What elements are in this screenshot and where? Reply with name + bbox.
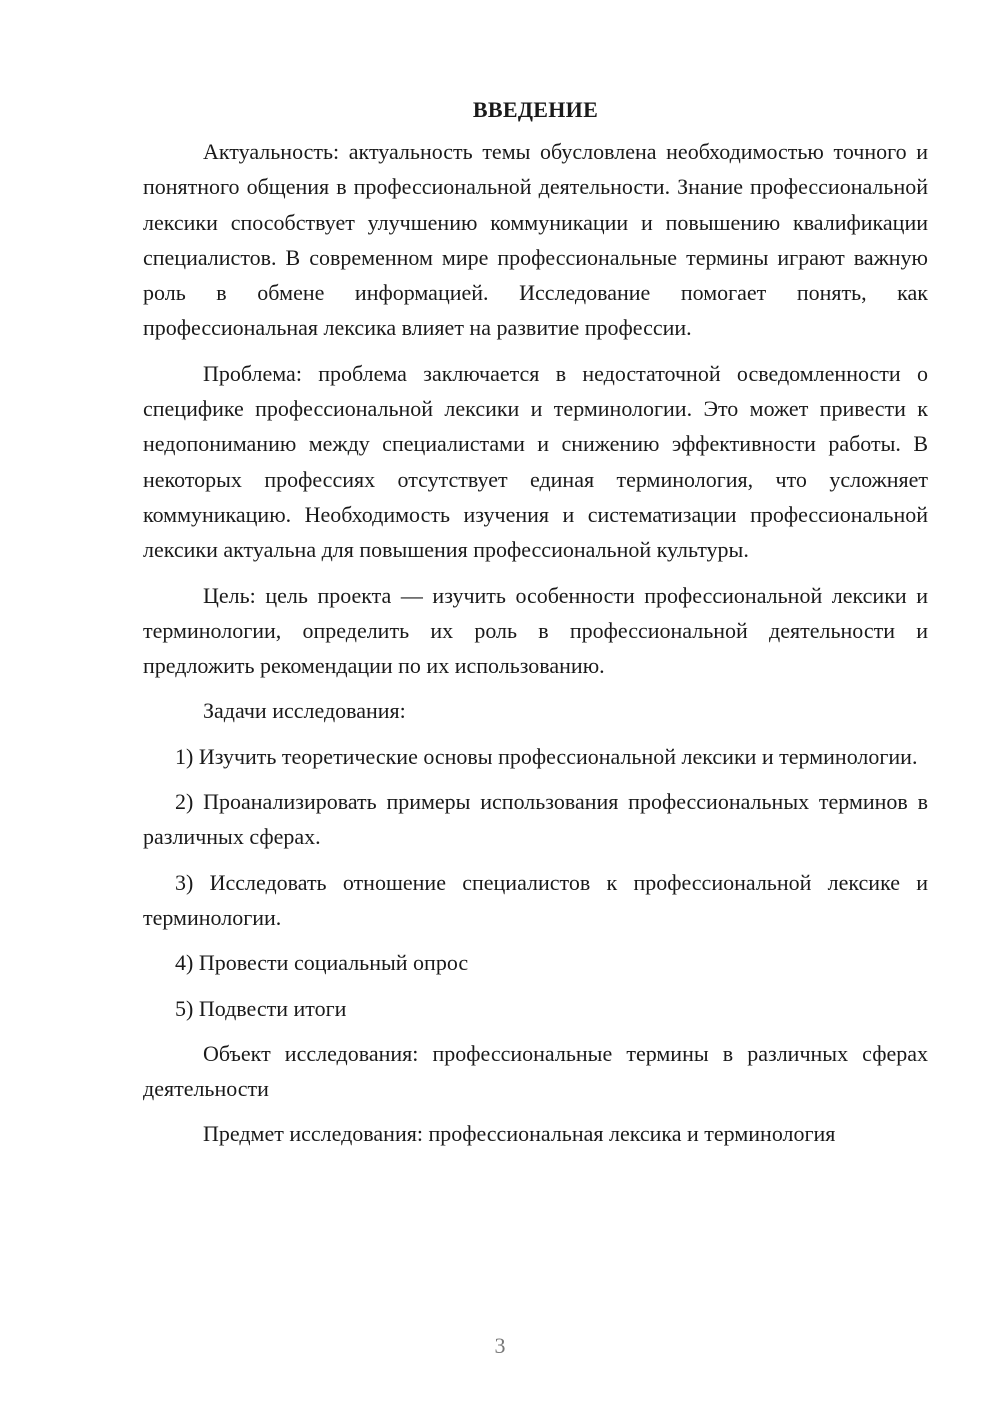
page-number: 3	[494, 1333, 506, 1358]
task-item-4: 4) Провести социальный опрос	[175, 950, 469, 976]
goal-paragraph: Цель: цель проекта — изучить особенности профессиональной лексики и терминологии, определить их роль в профессиональной деятельности и предложить рекомендации по их использованию.	[143, 582, 928, 679]
object-paragraph: Объект исследования: профессиональные термины в различных сферах деятельности	[143, 1040, 928, 1102]
problem-paragraph: Проблема: проблема заключается в недостаточной осведомленности о специфике профессиональной лексики и терминологии. Это может привести к недопониманию между специалистами и снижению эффективности работы. В некоторых профессиях отсутствует единая терминология, что усложняет коммуникацию. Необходимость изучения и систематизации профессиональной лексики актуальна для повышения профессиональной культуры.	[143, 360, 928, 563]
task-item-2: 2) Проанализировать примеры использования профессиональных терминов в различных сферах.	[143, 789, 928, 850]
section-heading: ВВЕДЕНИЕ	[472, 97, 599, 122]
task-item-1: 1) Изучить теоретические основы профессиональной лексики и терминологии.	[175, 743, 918, 769]
document-page	[143, 92, 928, 1162]
task-item-3: 3) Исследовать отношение специалистов к профессиональной лексике и терминологии.	[143, 869, 928, 930]
task-item-5: 5) Подвести итоги	[175, 995, 347, 1021]
subject-paragraph: Предмет исследования: профессиональная лексика и терминология	[203, 1121, 836, 1147]
tasks-heading: Задачи исследования:	[203, 698, 406, 724]
relevance-paragraph: Актуальность: актуальность темы обусловлена необходимостью точного и понятного общения в профессиональной деятельности. Знание профессиональной лексики способствует улучшению коммуникации и повышению квалификации специалистов. В современном мире профессиональные термины играют важную роль в обмене информацией. Исследование помогает понять, как профессиональная лексика влияет на развитие профессии.	[143, 139, 928, 341]
